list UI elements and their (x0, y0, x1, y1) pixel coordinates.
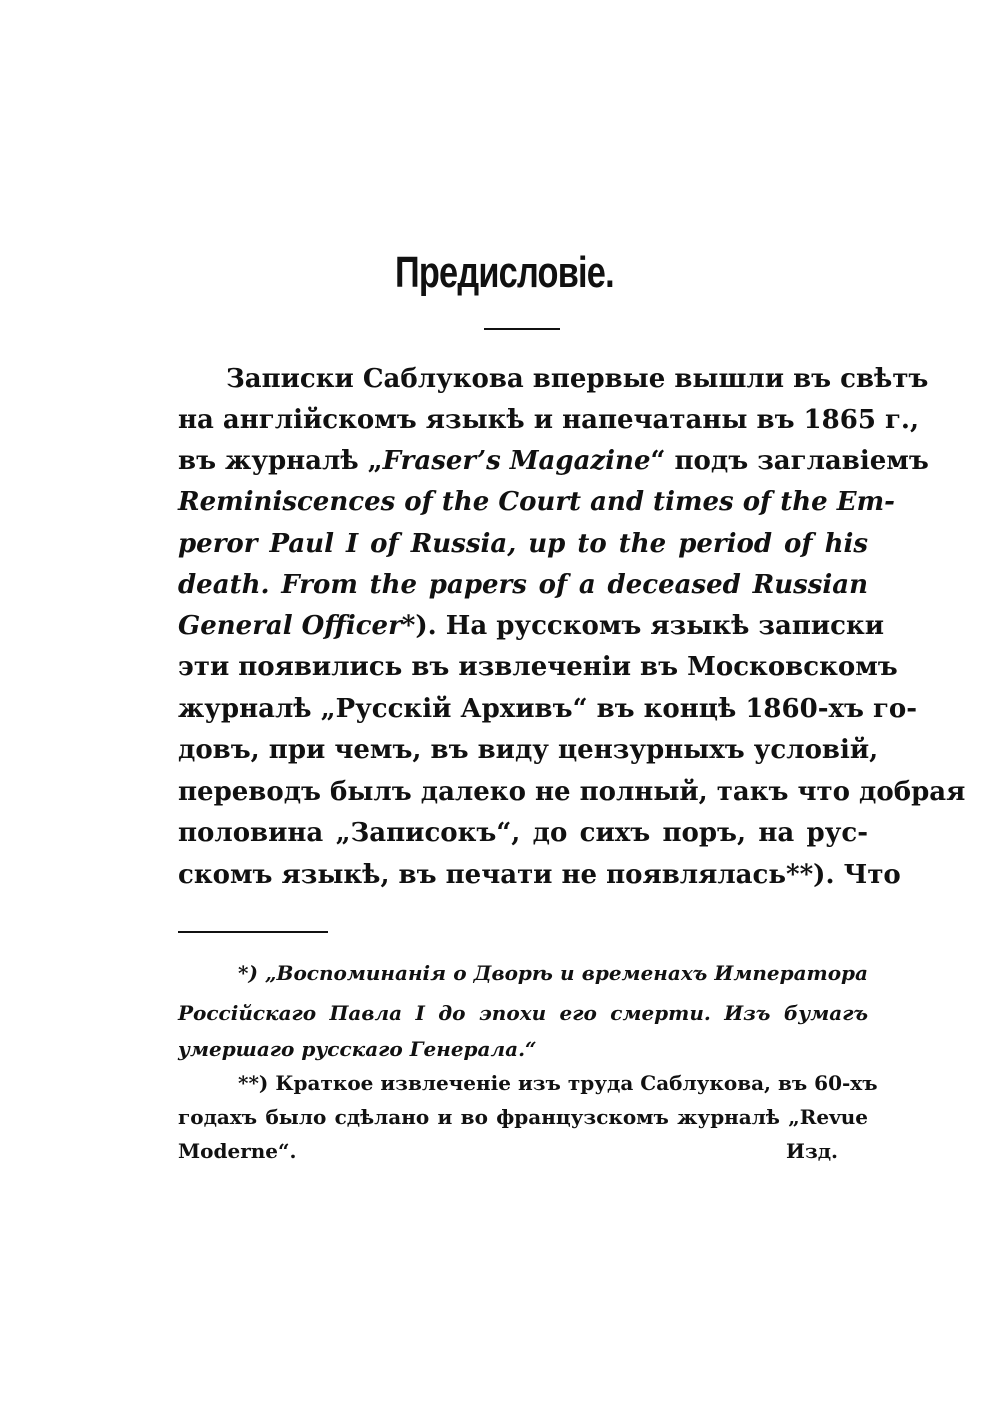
footnote-2-last-row (178, 1138, 838, 1164)
general-officer-text: General Officer (178, 611, 402, 641)
body-line-2: на англійскомъ языкѣ и напечатаны въ 1865 г., (178, 405, 920, 435)
footnote-2-line-3: Moderne“. (178, 1139, 297, 1163)
body-line-7-after: *). На русскомъ языкѣ записки (401, 611, 885, 641)
body-line-6: death. From the papers of a deceased Russian (178, 570, 868, 600)
body-line-9: журналѣ „Русскій Архивъ“ въ концѣ 1860-хъ го- (178, 694, 918, 724)
page-title: Предисловіе. (394, 248, 614, 297)
body-line-1: Записки Саблукова впервые вышли въ свѣтъ (226, 364, 929, 394)
body-line-12: половина „Записокъ“, до сихъ поръ, на рус- (178, 818, 868, 848)
footnote-divider (178, 931, 328, 933)
editor-signature: Изд. (786, 1139, 838, 1163)
body-line-3-before: въ журналѣ „ (178, 446, 383, 476)
footnote-1-line-1: *) „Воспоминанія о Дворѣ и временахъ Императора (238, 961, 868, 985)
footnote-2-line-1: **) Краткое извлеченіе изъ труда Саблукова, въ 60-хъ (238, 1071, 878, 1095)
body-line-5: peror Paul I of Russia, up to the period of his (178, 529, 868, 559)
body-line-11: переводъ былъ далеко не полный, такъ что добрая (178, 777, 966, 807)
body-line-3 (178, 446, 929, 476)
body-line-3-after: “ подъ заглавіемъ (650, 446, 929, 476)
footnote-1-line-3: умершаго русскаго Генерала.“ (178, 1037, 537, 1061)
footnote-2-line-2: годахъ было сдѣлано и во французскомъ журналѣ „Revue (178, 1105, 868, 1129)
body-line-13: скомъ языкѣ, въ печати не появлялась**). Что (178, 860, 901, 890)
body-line-7 (178, 611, 885, 641)
title-divider (484, 328, 560, 330)
magazine-title: Fraser’s Magazine (382, 446, 651, 476)
body-line-4: Reminiscences of the Court and times of the Em- (178, 487, 895, 517)
footnote-1-line-2: Россійскаго Павла I до эпохи его смерти. Изъ бумагъ (178, 1001, 868, 1025)
body-line-10: довъ, при чемъ, въ виду цензурныхъ условій, (178, 735, 879, 765)
body-line-8: эти появились въ извлеченіи въ Московскомъ (178, 652, 898, 682)
